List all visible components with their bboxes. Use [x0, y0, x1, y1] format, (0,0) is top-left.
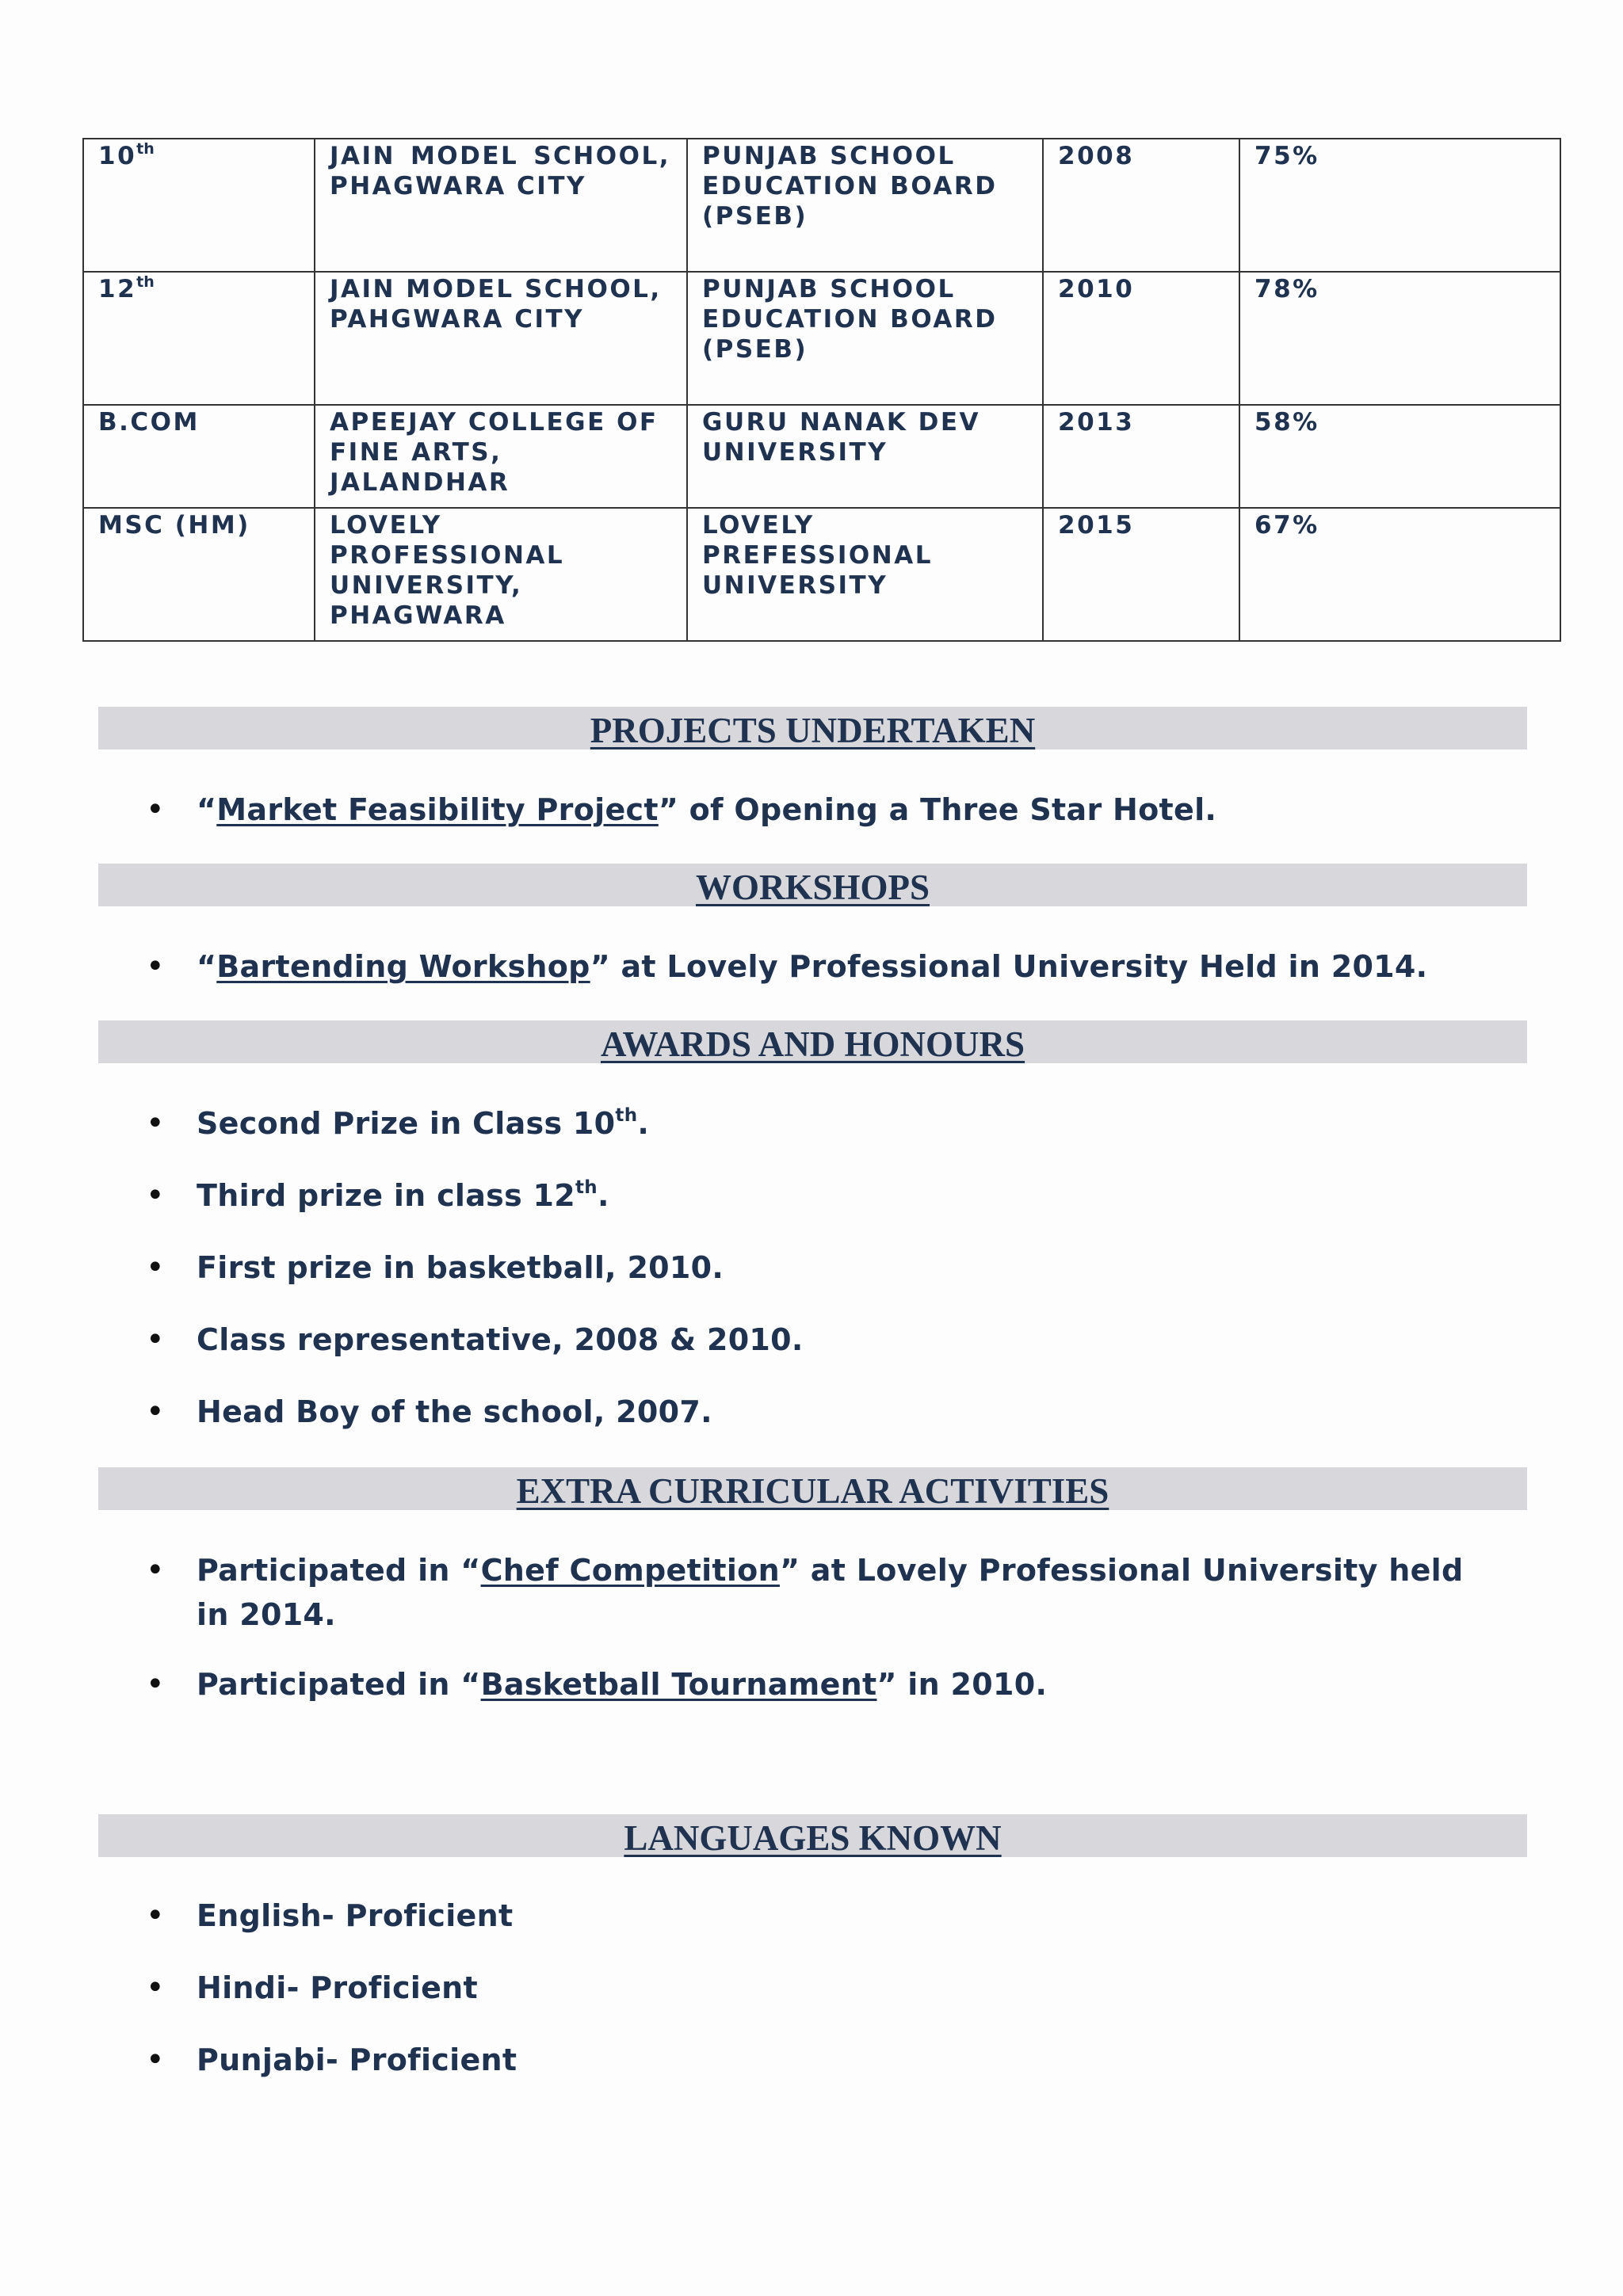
year-cell: 2015	[1043, 508, 1239, 641]
activity-name: Chef Competition	[480, 1553, 780, 1588]
list-item: • Hindi- Proficient	[0, 1966, 1480, 2010]
list-item: • “Market Feasibility Project” of Opening a Three Star Hotel.	[0, 788, 1480, 832]
table-row	[83, 508, 1560, 641]
languages-section-header	[98, 1814, 1527, 1857]
percentage-cell: 67%	[1239, 508, 1560, 641]
board-cell: LOVELY PREFESSIONAL UNIVERSITY	[687, 508, 1043, 641]
list-item: • Second Prize in Class 10th.	[0, 1101, 1480, 1146]
awards-section-header	[98, 1020, 1527, 1063]
activity-name: Basketball Tournament	[480, 1667, 877, 1702]
list-item: • Third prize in class 12th.	[0, 1173, 1480, 1218]
qualification-cell: B.COM	[83, 405, 315, 508]
percentage-cell: 75%	[1239, 139, 1560, 272]
year-cell: 2008	[1043, 139, 1239, 272]
list-item: • Participated in “Chef Competition” at Lovely Professional University held in 2014.	[0, 1548, 1480, 1637]
table-row	[83, 139, 1560, 272]
education-table	[82, 138, 1561, 642]
table-row	[83, 272, 1560, 405]
board-cell: PUNJAB SCHOOL EDUCATION BOARD (PSEB)	[687, 139, 1043, 272]
workshops-list	[0, 944, 1480, 989]
list-item: • “Bartending Workshop” at Lovely Professional University Held in 2014.	[0, 944, 1480, 989]
qualification-cell: 12th	[83, 272, 315, 405]
project-name: Market Feasibility Project	[216, 792, 659, 827]
list-item: • English- Proficient	[0, 1894, 1480, 1938]
institute-cell: LOVELY PROFESSIONAL UNIVERSITY, PHAGWARA	[315, 508, 687, 641]
list-item: • Punjabi- Proficient	[0, 2038, 1480, 2082]
institute-cell: JAIN MODEL SCHOOL, PAHGWARA CITY	[315, 272, 687, 405]
list-item: • Class representative, 2008 & 2010.	[0, 1318, 1480, 1362]
institute-cell: APEEJAY COLLEGE OF FINE ARTS, JALANDHAR	[315, 405, 687, 508]
year-cell: 2013	[1043, 405, 1239, 508]
extra-curricular-section-header	[98, 1467, 1527, 1510]
projects-list	[0, 788, 1480, 832]
extra-curricular-list	[0, 1548, 1480, 1707]
languages-list	[0, 1894, 1480, 2082]
board-cell: GURU NANAK DEV UNIVERSITY	[687, 405, 1043, 508]
section-title: AWARDS AND HONOURS	[600, 1024, 1025, 1064]
list-item: • First prize in basketball, 2010.	[0, 1245, 1480, 1290]
list-item: • Participated in “Basketball Tournament” in 2010.	[0, 1662, 1480, 1707]
awards-list	[0, 1101, 1480, 1434]
year-cell: 2010	[1043, 272, 1239, 405]
workshops-section-header	[98, 864, 1527, 906]
section-title: WORKSHOPS	[695, 868, 930, 907]
percentage-cell: 78%	[1239, 272, 1560, 405]
list-item: • Head Boy of the school, 2007.	[0, 1390, 1480, 1434]
institute-cell: JAIN MODEL SCHOOL, PHAGWARA CITY	[315, 139, 687, 272]
section-title: PROJECTS UNDERTAKEN	[590, 711, 1036, 750]
percentage-cell: 58%	[1239, 405, 1560, 508]
table-row	[83, 405, 1560, 508]
section-title: EXTRA CURRICULAR ACTIVITIES	[516, 1471, 1109, 1511]
workshop-name: Bartending Workshop	[216, 949, 590, 984]
qualification-cell: MSC (HM)	[83, 508, 315, 641]
projects-section-header	[98, 707, 1527, 749]
board-cell: PUNJAB SCHOOL EDUCATION BOARD (PSEB)	[687, 272, 1043, 405]
qualification-cell: 10th	[83, 139, 315, 272]
section-title: LANGUAGES KNOWN	[624, 1818, 1002, 1858]
